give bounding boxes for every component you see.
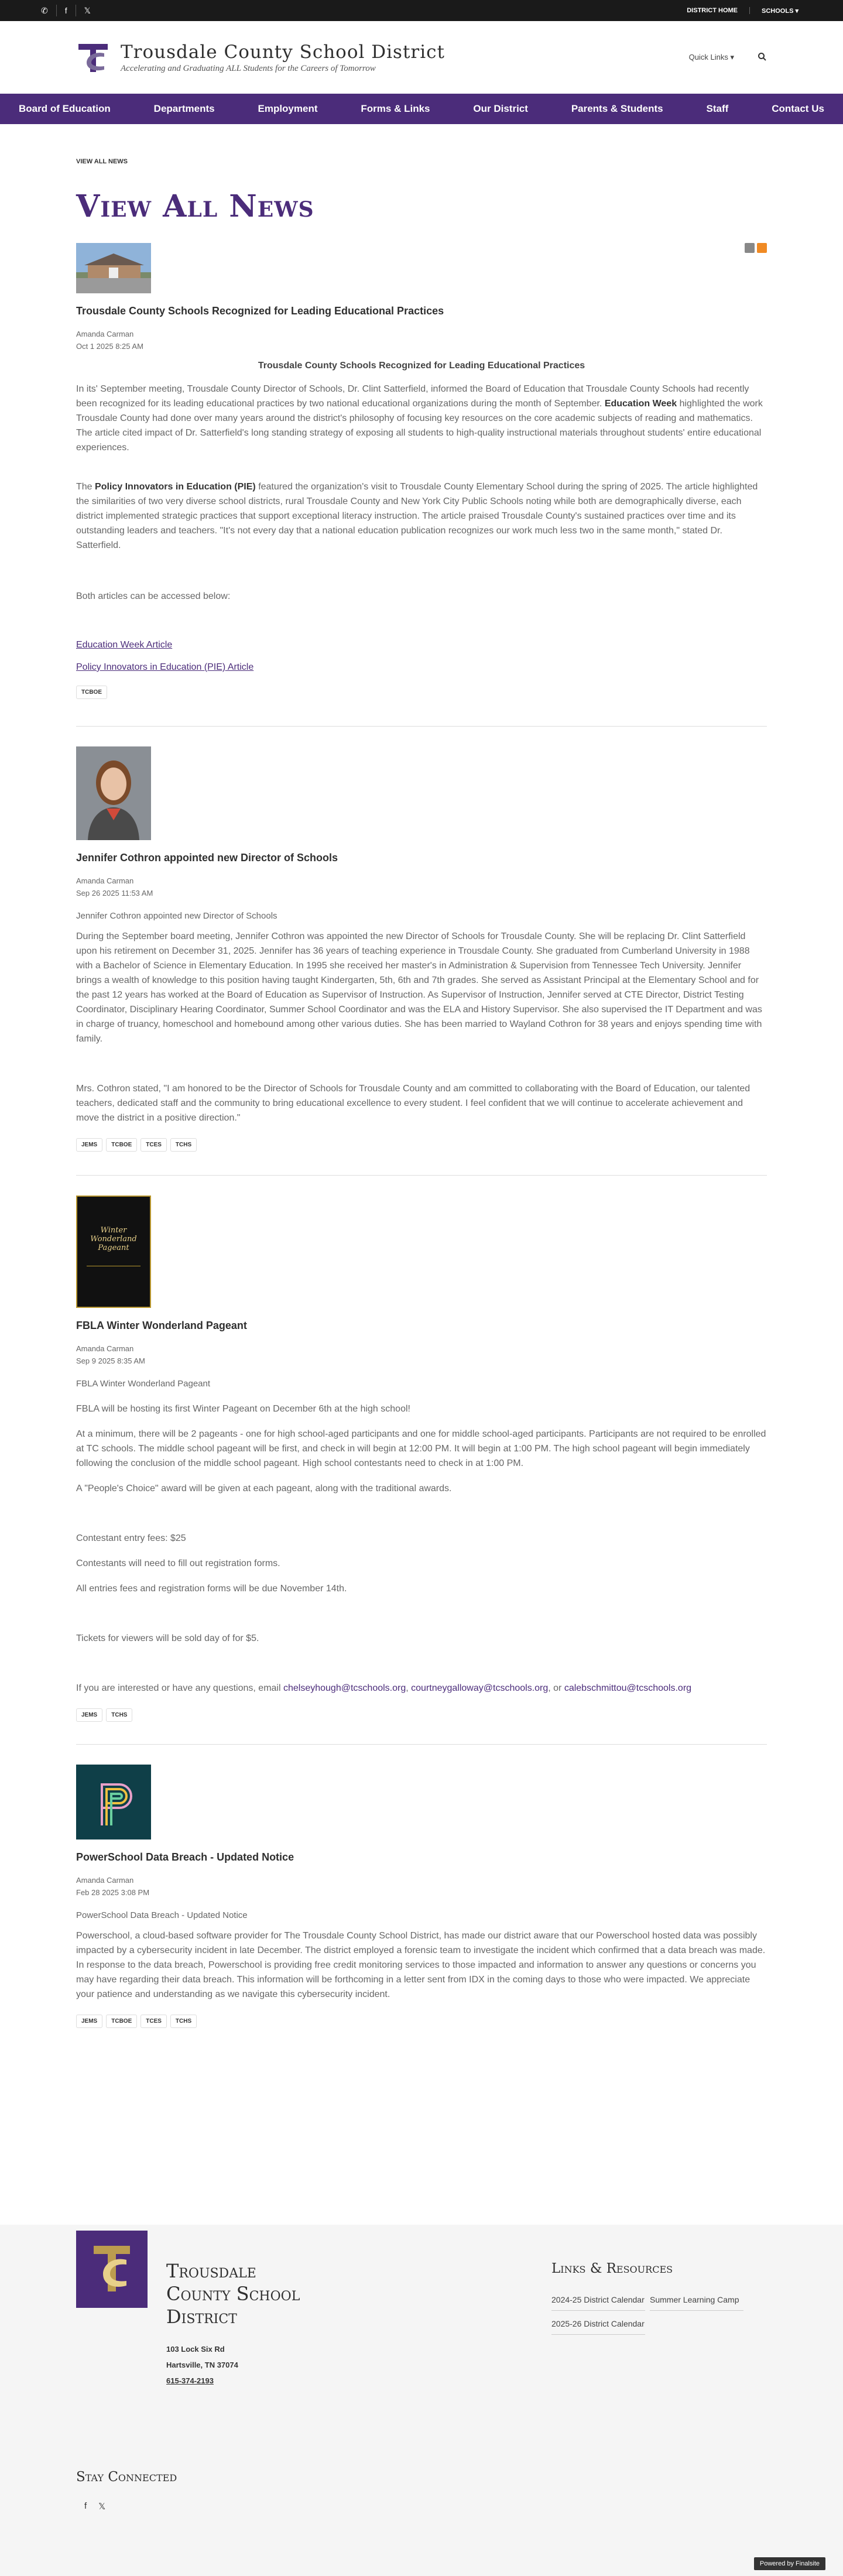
links-resources-title: Links & Resources	[551, 2261, 673, 2276]
paragraph-text: The	[76, 482, 92, 492]
article-paragraph: FBLA will be hosting its first Winter Pageant on December 6th at the high school!	[76, 1404, 410, 1414]
quick-links-dropdown[interactable]: Quick Links ▾	[688, 53, 734, 61]
tag-chip[interactable]: TCHS	[170, 2015, 197, 2028]
utility-links	[675, 7, 810, 15]
social-links	[33, 0, 99, 21]
nav-board-of-education[interactable]: Board of Education	[19, 103, 111, 114]
pageant-poster-thumbnail[interactable]	[76, 1195, 151, 1308]
news-item	[76, 1765, 767, 2048]
education-week-link[interactable]: Education Week Article	[76, 640, 173, 650]
district-name: Trousdale County School District	[121, 41, 445, 63]
article-paragraph: Tickets for viewers will be sold day of for $5.	[76, 1633, 259, 1643]
article-date: Feb 28 2025 3:08 PM	[76, 1888, 150, 1897]
tag-chip[interactable]: TCBOE	[76, 686, 107, 699]
article-summary: PowerSchool Data Breach - Updated Notice	[76, 1910, 248, 1920]
school-building-thumbnail[interactable]	[76, 243, 151, 293]
article-author: Amanda Carman	[76, 1344, 134, 1353]
utility-bar	[0, 0, 843, 21]
article-summary: FBLA Winter Wonderland Pageant	[76, 1379, 211, 1389]
schools-dropdown[interactable]: SCHOOLS ▾	[762, 7, 799, 15]
article-title[interactable]: Trousdale County Schools Recognized for Leading Educational Practices	[76, 305, 444, 317]
rss-icon[interactable]	[757, 243, 767, 253]
article-paragraph	[76, 479, 767, 553]
nav-departments[interactable]: Departments	[153, 103, 215, 114]
article-author: Amanda Carman	[76, 876, 134, 885]
links-resources	[551, 2231, 743, 2389]
publication-name: Policy Innovators in Education (PIE)	[95, 482, 256, 492]
facebook-icon[interactable]: f	[84, 2501, 87, 2511]
tag-chip[interactable]: JEMS	[76, 1138, 102, 1152]
tag-chip[interactable]: TCHS	[170, 1138, 197, 1152]
brand[interactable]	[76, 40, 445, 74]
footer-brand	[76, 2231, 300, 2389]
nav-our-district[interactable]: Our District	[473, 103, 528, 114]
address-line: Hartsville, TN 37074	[166, 2361, 238, 2369]
email-link[interactable]: courtneygalloway@tcschools.org	[411, 1683, 549, 1693]
main-nav	[0, 94, 843, 124]
powerschool-logo-thumbnail[interactable]	[76, 1765, 151, 1839]
news-item	[76, 746, 767, 1176]
tag-chip[interactable]: TCES	[140, 2015, 167, 2028]
footer-address	[166, 2341, 300, 2389]
district-logo-icon	[76, 40, 110, 74]
article-paragraph: Contestants will need to fill out registration forms.	[76, 1558, 280, 1568]
page-title: View All News	[76, 189, 314, 224]
paragraph-text: If you are interested or have any questions, email	[76, 1683, 281, 1693]
tag-chip[interactable]: TCBOE	[106, 1138, 137, 1152]
pie-article-link[interactable]: Policy Innovators in Education (PIE) Article	[76, 662, 254, 672]
article-date: Sep 26 2025 11:53 AM	[76, 889, 153, 898]
article-author: Amanda Carman	[76, 1876, 134, 1885]
article-subheading: Trousdale County Schools Recognized for Leading Educational Practices	[258, 361, 585, 371]
footer-link-2024-25-calendar[interactable]: 2024-25 District Calendar	[551, 2294, 645, 2311]
tag-chip[interactable]: TCHS	[106, 1708, 132, 1722]
footer-name-line: County School	[166, 2283, 300, 2305]
portrait-thumbnail[interactable]	[76, 746, 151, 840]
links-grid	[551, 2294, 743, 2335]
twitter-icon[interactable]: 𝕏	[98, 2502, 106, 2512]
feed-icons	[745, 243, 767, 253]
tag-list	[76, 1708, 767, 1722]
poster-title: Winter Wonderland Pageant	[90, 1226, 137, 1252]
main-content	[0, 158, 843, 2048]
search-icon[interactable]	[758, 52, 767, 63]
publication-name: Education Week	[604, 399, 677, 409]
article-paragraph: Powerschool, a cloud-based software provider for The Trousdale County School District, has made our district aware that our Powerschool hosted data was possibly impacted by a cybersecurity incident in late December. The district employed a forensic team to investigate the incident which confirmed that a data breach was made. In response to the data breach, Powerschool is providing free credit monitoring services to those impacted and information to answer any questions or concerns you may have regarding their data breach. This information will be forthcoming in a letter sent from IDX in the coming days to those who were impacted. We appreciate your patience and understanding as we navigate this cybersecurity incident.	[76, 1931, 766, 1999]
district-home-link[interactable]: DISTRICT HOME	[675, 7, 750, 14]
nav-forms-links[interactable]: Forms & Links	[361, 103, 430, 114]
article-date: Sep 9 2025 8:35 AM	[76, 1356, 145, 1365]
article-paragraph: All entries fees and registration forms will be due November 14th.	[76, 1584, 347, 1594]
article-paragraph	[76, 382, 767, 455]
footer-row	[76, 2231, 767, 2389]
footer-social	[84, 2501, 767, 2512]
article-title[interactable]: PowerSchool Data Breach - Updated Notice	[76, 1851, 294, 1863]
wechat-icon[interactable]: ✆	[33, 5, 57, 16]
article-summary: Jennifer Cothron appointed new Director of Schools	[76, 911, 277, 921]
phone-link[interactable]: 615-374-2193	[166, 2376, 214, 2385]
district-tagline: Accelerating and Graduating ALL Students for the Careers of Tomorrow	[121, 63, 376, 73]
tag-chip[interactable]: JEMS	[76, 1708, 102, 1722]
news-item	[76, 1195, 767, 1745]
stay-connected-title: Stay Connected	[76, 2469, 177, 2485]
article-date: Oct 1 2025 8:25 AM	[76, 342, 143, 351]
footer-district-name	[166, 2260, 300, 2328]
nav-employment[interactable]: Employment	[258, 103, 318, 114]
news-item	[76, 243, 767, 727]
facebook-icon[interactable]: f	[57, 5, 76, 16]
paragraph-text: highlighted the work Trousdale County had done over many years around the district's philosophy of focusing key resources on the core academic subjects of reading and mathematics. The article cited impact of Dr. Satterfield's long standing strategy of exposing all students to high-quality instructional materials throughout students' entire educational experiences.	[76, 399, 763, 453]
article-paragraph: During the September board meeting, Jennifer Cothron was appointed the new Director of Schools for Trousdale County. She will be replacing Dr. Clint Satterfield upon his retirement on December 31, 2025. Jennifer has 36 years of teaching experience in Trousdale County. She graduated from Cumberland University in 1988 with a Bachelor of Science in Elementary Education. In 1995 she received her master's in Administration & Supervision from Tennessee Tech University. Jennifer brings a wealth of knowledge to this position having taught Kindergarten, 5th, 6th and 7th grades. She served as Assistant Principal at the Elementary School and for the past 12 years has worked at the Board of Education as Supervisor of Instruction. As Supervisor of Instruction, Jennifer served at CTE Director, District Testing Coordinator, Disciplinary Hearing Coordinator, Summer School Coordinator and was the ELA and History Supervisor. She also supervised the IT Department and was in charge of truancy, homeschool and homebound among other various duties. She has been married to Wayland Cothron for 38 years and enjoys spending time with family.	[76, 931, 762, 1044]
article-title[interactable]: Jennifer Cothron appointed new Director of Schools	[76, 852, 338, 864]
article-paragraph: Mrs. Cothron stated, "I am honored to be the Director of Schools for Trousdale County and am committed to collaborating with the Board of Education, our talented teachers, dedicated staff and the community to bring educational excellence to every student. I feel confident that we will continue to accelerate achievement and move the district in a positive direction."	[76, 1084, 751, 1123]
article-paragraph: At a minimum, there will be 2 pageants - one for high school-aged participants and one for middle school-aged participants. Participants are not required to be enrolled at TC schools. The middle school pageant will be first, and check in will begin at 12:00 PM. It will begin at 1:00 PM. The high school pageant will begin immediately following the conclusion of the middle school pageant. High school contestants need to check in at 1:00 PM.	[76, 1429, 766, 1468]
paragraph-text: featured the organization's visit to Trousdale County Elementary School during the spring of 2025. The article highlighted the similarities of two very diverse school districts, rural Trousdale County and New York City Public Schools noting while both are demographically diverse, each district implemented strategic practices that support exceptional literacy instruction. The article praised Trousdale County's sustained practices over time and its outstanding leaders and teachers. "It's not every day that a national education publication recognizes our work much less two in the same month," stated Dr. Satterfield.	[76, 482, 758, 550]
district-banner-logo-icon[interactable]	[76, 2231, 148, 2308]
site-header	[0, 21, 843, 94]
print-icon[interactable]	[745, 243, 755, 253]
powered-by-badge[interactable]: Powered by Finalsite	[754, 2557, 825, 2570]
email-link[interactable]: chelseyhough@tcschools.org	[283, 1683, 406, 1693]
article-title[interactable]: FBLA Winter Wonderland Pageant	[76, 1320, 247, 1331]
article-paragraph: If you are interested or have any questions, email chelseyhough@tcschools.org, courtneygalloway@tcschools.org, or calebschmittou@tcschools.org	[76, 1683, 692, 1693]
footer-name-line: District	[166, 2306, 237, 2328]
tag-list	[76, 1138, 767, 1152]
footer-name-line: Trousdale	[166, 2260, 256, 2282]
article-paragraph: A "People's Choice" award will be given at each pageant, along with the traditional awards.	[76, 1484, 452, 1493]
poster-detail	[87, 1266, 140, 1289]
header-tools	[689, 52, 767, 63]
tag-chip[interactable]: JEMS	[76, 2015, 102, 2028]
tag-list	[76, 686, 767, 699]
tag-chip[interactable]: TCBOE	[106, 2015, 137, 2028]
email-link[interactable]: calebschmittou@tcschools.org	[564, 1683, 692, 1693]
footer-link-summer-learning-camp[interactable]: Summer Learning Camp	[650, 2294, 743, 2311]
article-author: Amanda Carman	[76, 330, 134, 338]
nav-parents-students[interactable]: Parents & Students	[571, 103, 663, 114]
breadcrumb[interactable]: VIEW ALL NEWS	[76, 158, 128, 165]
article-paragraph: Both articles can be accessed below:	[76, 591, 231, 601]
tag-chip[interactable]: TCES	[140, 1138, 167, 1152]
address-line: 103 Lock Six Rd	[166, 2345, 225, 2354]
nav-contact-us[interactable]: Contact Us	[772, 103, 824, 114]
footer-link-2025-26-calendar[interactable]: 2025-26 District Calendar	[551, 2318, 645, 2335]
nav-staff[interactable]: Staff	[706, 103, 729, 114]
tag-list	[76, 2015, 767, 2028]
paragraph-text: In its' September meeting, Trousdale County Director of Schools, Dr. Clint Satterfield, informed the Board of Education that Trousdale County Schools had recently been recognized for its leading educational practices by two national educational organizations during the month of September.	[76, 384, 749, 409]
article-paragraph: Contestant entry fees: $25	[76, 1533, 186, 1543]
site-footer	[0, 2225, 843, 2576]
twitter-icon[interactable]: 𝕏	[84, 5, 91, 15]
